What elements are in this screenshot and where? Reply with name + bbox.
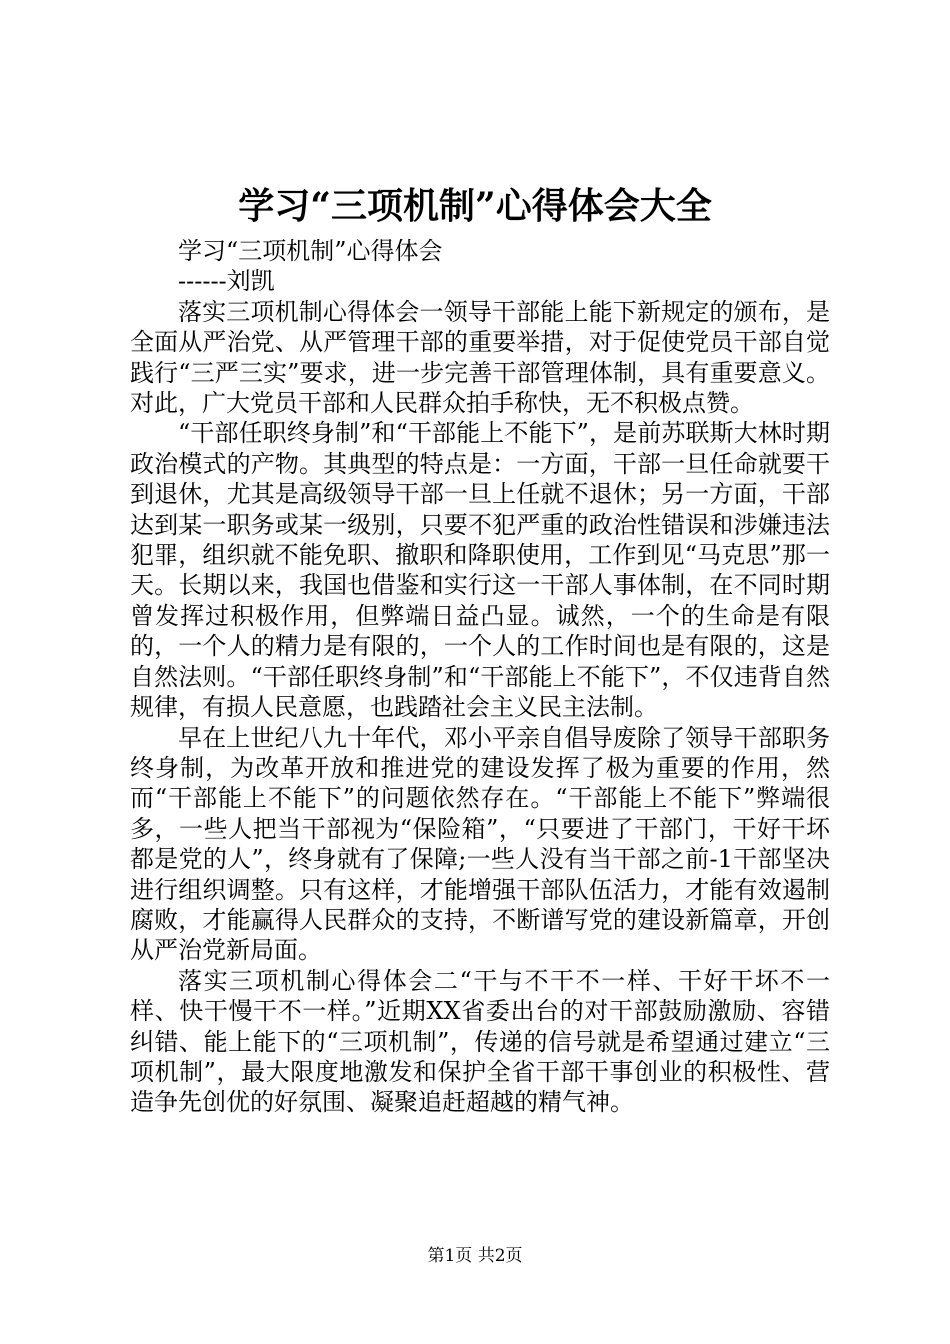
document-author: ------刘凯 [178,267,275,296]
paragraph: “干部任职终身制”和“干部能上不能下”，是前苏联斯大林时期政治模式的产物。其典型的特点是：一方面，干部一旦任命就要干到退休，尤其是高级领导干部一旦上任就不退休；另一方面，干部达到某一职务或某一级别，只要不犯严重的政治性错误和涉嫌违法犯罪，组织就不能免职、撤职和降职使用，工作到见“马克思”那一天。长期以来，我国也借鉴和实行这一干部人事体制，在不同时期曾发挥过积极作用，但弊端日益凸显。诚然，一个的生命是有限的，一个人的精力是有限的，一个人的工作时间也是有限的，这是自然法则。“干部任职终身制”和“干部能上不能下”，不仅违背自然规律，有损人民意愿，也践踏社会主义民主法制。 [130,419,830,722]
paragraph: 落实三项机制心得体会一领导干部能上能下新规定的颁布，是全面从严治党、从严管理干部的重要举措，对于促使党员干部自觉践行“三严三实”要求，进一步完善干部管理体制，具有重要意义。对此，广大党员干部和人民群众拍手称快，无不积极点赞。 [130,297,830,418]
document-subtitle: 学习“三项机制”心得体会 [178,237,443,265]
document-title: 学习“三项机制”心得体会大全 [238,185,712,227]
page-number-footer: 第1页 共2页 [427,1246,523,1266]
document-body [130,236,830,1118]
paragraph: 早在上世纪八九十年代，邓小平亲自倡导废除了领导干部职务终身制，为改革开放和推进党的建设发挥了极为重要的作用，然而“干部能上不能下”的问题依然存在。“干部能上不能下”弊端很多，一些人把当干部视为“保险箱”，“只要进了干部门，干好干坏都是党的人”，终身就有了保障;一些人没有当干部之前-1干部坚决进行组织调整。只有这样，才能增强干部队伍活力，才能有效遏制腐败，才能赢得人民群众的支持，不断谱写党的建设新篇章，开创从严治党新局面。 [130,723,830,965]
paragraph: 落实三项机制心得体会二“干与不干不一样、干好干坏不一样、快干慢干不一样。”近期XX省委出台的对干部鼓励激励、容错纠错、能上能下的“三项机制”，传递的信号就是希望通过建立“三项机制”，最大限度地激发和保护全省干部干事创业的积极性、营造争先创优的好氛围、凝聚追赶超越的精气神。 [130,966,830,1117]
